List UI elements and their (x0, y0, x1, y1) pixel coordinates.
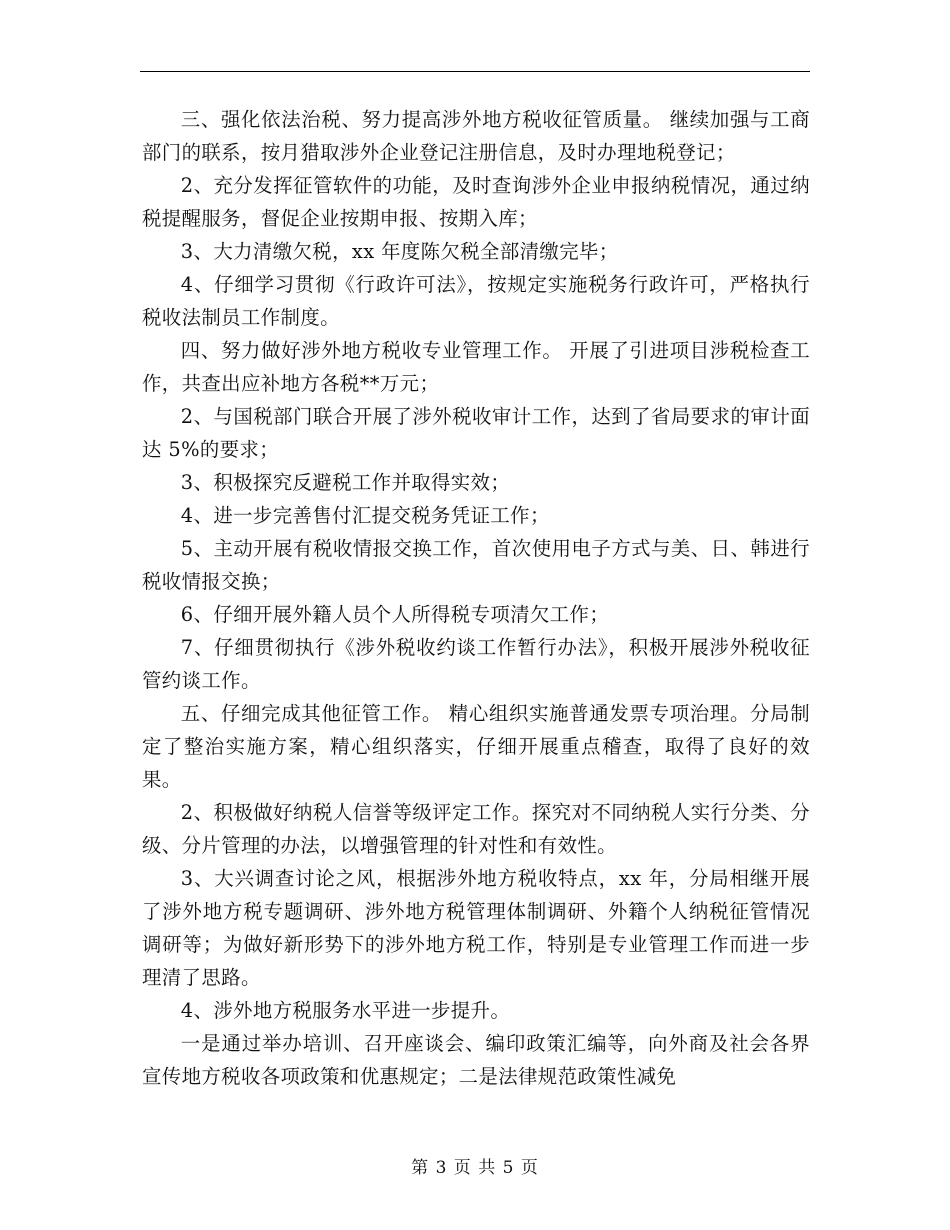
paragraph: 2、与国税部门联合开展了涉外税收审计工作，达到了省局要求的审计面达 5%的要求； (142, 405, 810, 461)
header-rule (140, 71, 810, 72)
paragraph: 3、大力清缴欠税，xx 年度陈欠税全部清缴完毕； (180, 240, 619, 263)
paragraph: 5、主动开展有税收情报交换工作，首次使用电子方式与美、日、韩进行税收情报交换； (142, 537, 810, 593)
paragraph: 7、仔细贯彻执行《涉外税收约谈工作暂行办法》，积极开展涉外税收征管约谈工作。 (142, 636, 810, 692)
paragraph: 2、充分发挥征管软件的功能，及时查询涉外企业申报纳税情况，通过纳税提醒服务，督促企业按期申报、按期入库； (142, 174, 810, 230)
paragraph: 4、涉外地方税服务水平进一步提升。 (180, 999, 511, 1022)
paragraph: 五、仔细完成其他征管工作。 精心组织实施普通发票专项治理。分局制定了整治实施方案，精心组织落实，仔细开展重点稽查，取得了良好的效果。 (142, 702, 810, 791)
page-number-footer: 第 3 页 共 5 页 (411, 1158, 539, 1178)
document-body (142, 103, 810, 1093)
paragraph: 四、努力做好涉外地方税收专业管理工作。 开展了引进项目涉税检查工作，共查出应补地方各税**万元； (142, 339, 810, 395)
paragraph: 一是通过举办培训、召开座谈会、编印政策汇编等，向外商及社会各界宣传地方税收各项政策和优惠规定；二是法律规范政策性减免 (142, 1032, 810, 1088)
paragraph: 4、进一步完善售付汇提交税务凭证工作； (180, 504, 550, 527)
paragraph: 2、积极做好纳税人信誉等级评定工作。探究对不同纳税人实行分类、分级、分片管理的办法，以增强管理的针对性和有效性。 (142, 801, 810, 857)
paragraph: 3、大兴调查讨论之风，根据涉外地方税收特点，xx 年，分局相继开展了涉外地方税专题调研、涉外地方税管理体制调研、外籍个人纳税征管情况调研等；为做好新形势下的涉外地方税工作，特别是专业管理工作而进一步理清了思路。 (142, 867, 810, 989)
paragraph: 6、仔细开展外籍人员个人所得税专项清欠工作； (180, 603, 610, 626)
paragraph: 4、仔细学习贯彻《行政许可法》，按规定实施税务行政许可，严格执行税收法制员工作制度。 (142, 273, 810, 329)
paragraph: 3、积极探究反避税工作并取得实效； (180, 471, 511, 494)
paragraph: 三、强化依法治税、努力提高涉外地方税收征管质量。 继续加强与工商部门的联系，按月猎取涉外企业登记注册信息，及时办理地税登记； (142, 108, 810, 164)
